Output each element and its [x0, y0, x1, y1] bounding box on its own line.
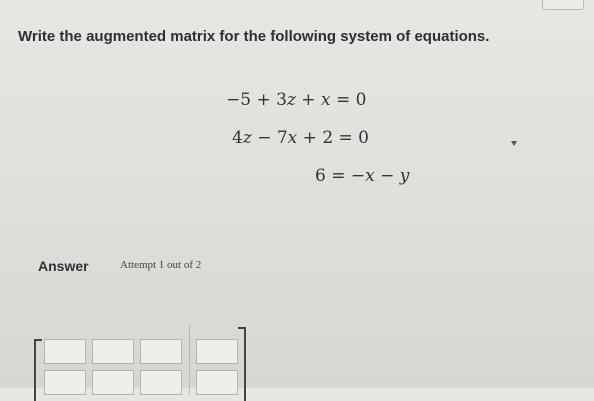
matrix-left-bracket: [34, 339, 42, 401]
matrix-cell-r1c1[interactable]: [44, 339, 86, 364]
matrix-right-bracket: [238, 327, 246, 401]
augment-divider: [189, 325, 190, 395]
matrix-cell-r2c3[interactable]: [140, 370, 182, 395]
equation-2: [232, 128, 369, 148]
question-text: Write the augmented matrix for the following system of equations.: [18, 28, 490, 45]
matrix-cell-r2c1[interactable]: [44, 370, 86, 395]
equation-2-part: 4: [232, 128, 243, 148]
equation-2-part: − 7: [251, 128, 288, 148]
matrix-cell-r1c3[interactable]: [140, 339, 182, 364]
matrix-cell-r2c2[interactable]: [92, 370, 134, 395]
answer-label: Answer: [38, 258, 89, 274]
equation-2-var: z: [242, 128, 252, 148]
mouse-cursor-icon: [511, 141, 517, 146]
equation-3-var: y: [399, 166, 410, 186]
equation-3: [315, 166, 409, 186]
augmented-matrix-input: [34, 325, 246, 395]
equation-1-var: z: [286, 90, 296, 110]
matrix-cell-r1c4[interactable]: [196, 339, 238, 364]
matrix-cell-r1c2[interactable]: [92, 339, 134, 364]
matrix-cell-r2c4[interactable]: [196, 370, 238, 395]
attempt-counter: Attempt 1 out of 2: [120, 259, 202, 271]
equation-2-part: + 2 = 0: [297, 128, 370, 148]
equation-1: [226, 90, 366, 110]
equation-1-var: x: [320, 90, 331, 110]
equation-1-part: = 0: [330, 90, 367, 110]
equation-3-var: x: [365, 166, 375, 186]
equation-3-part: 6 = −: [315, 166, 366, 186]
equation-2-var: x: [287, 128, 298, 148]
equation-1-part: +: [295, 90, 321, 110]
equation-1-part: −5 + 3: [226, 90, 287, 110]
top-right-button[interactable]: [542, 0, 584, 10]
equation-3-part: −: [374, 166, 400, 186]
